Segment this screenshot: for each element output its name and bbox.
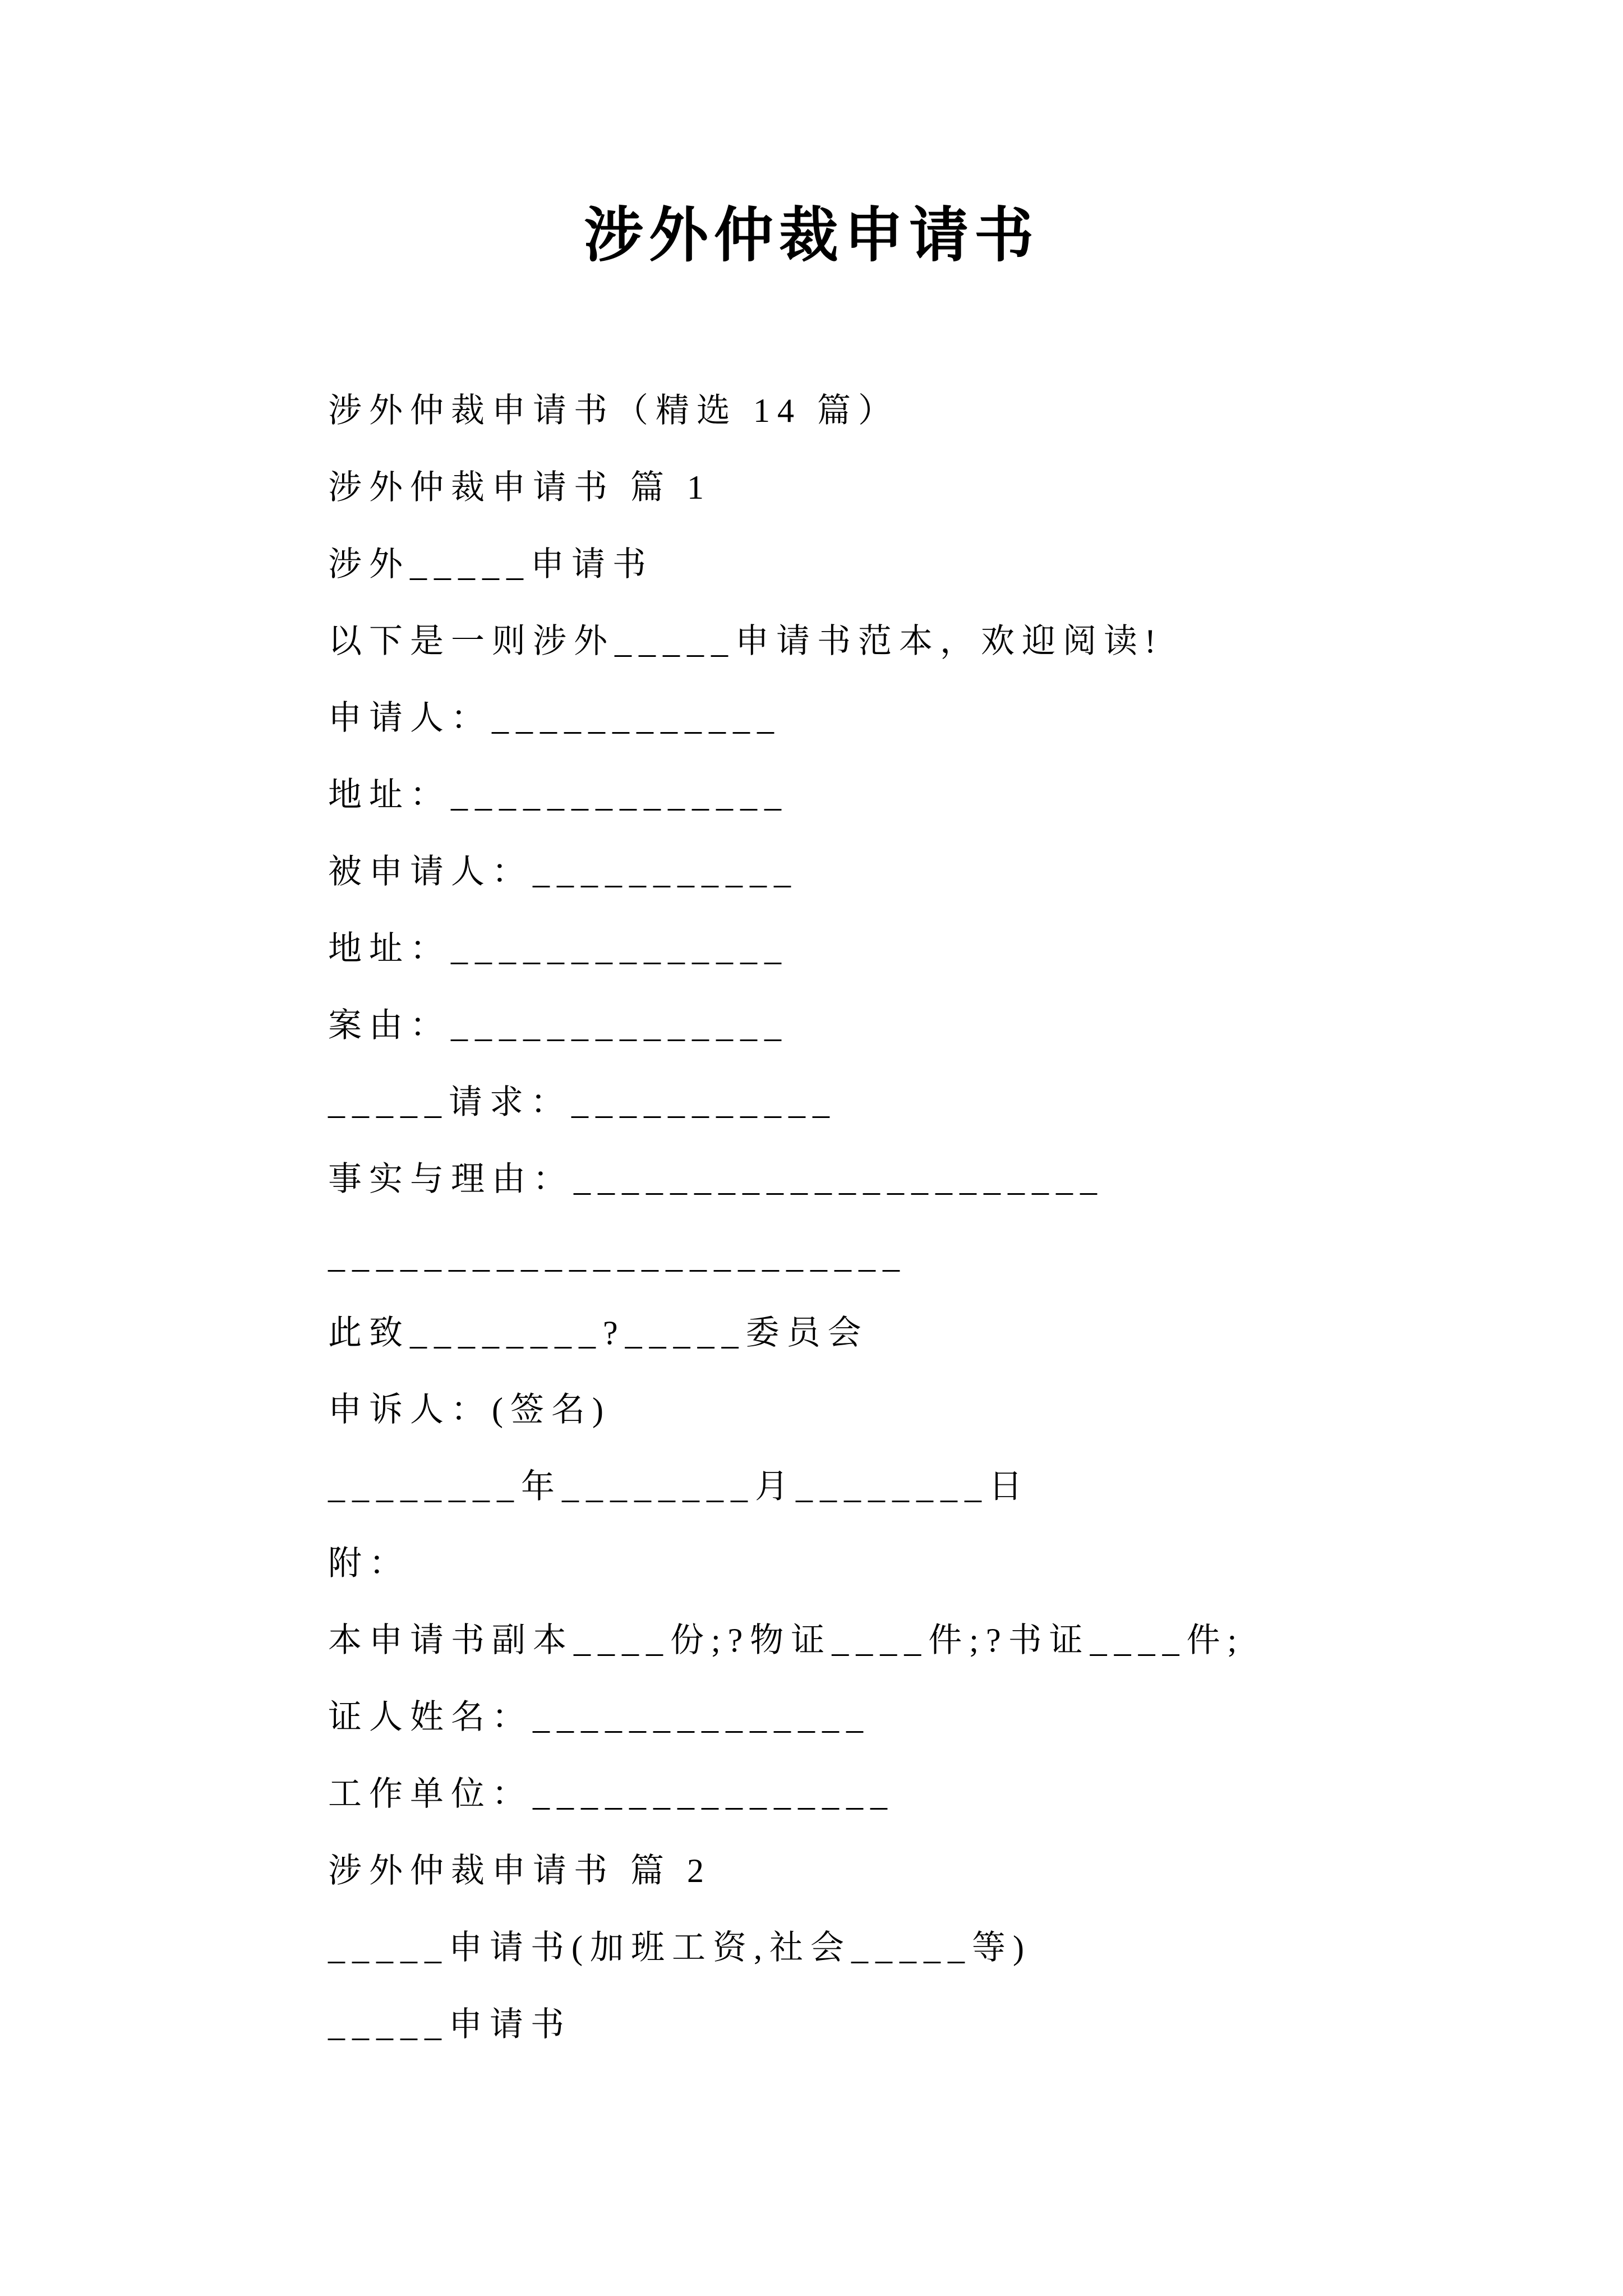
text-line-application-overtime: _____申请书(加班工资,社会_____等) [328, 1929, 1031, 1966]
text-line-section-1-heading: 涉外仲裁申请书 篇 1 [328, 469, 711, 506]
text-line-application-blank: _____申请书 [328, 2006, 571, 2043]
text-line-attachment-heading: 附： [328, 1545, 410, 1582]
text-line-facts-continuation: ________________________ [328, 1237, 907, 1274]
text-line-witness-name: 证人姓名：______________ [328, 1699, 870, 1736]
text-line-signature: 申诉人：(签名) [328, 1391, 611, 1428]
text-line-date: ________年________月________日 [328, 1468, 1030, 1505]
text-line-section-2-heading: 涉外仲裁申请书 篇 2 [328, 1852, 711, 1889]
text-line-heading-selection: 涉外仲裁申请书（精选 14 篇） [328, 392, 899, 429]
text-line-cause: 案由：______________ [328, 1007, 789, 1044]
text-line-address-1: 地址：______________ [328, 776, 789, 813]
text-line-subtitle-blank: 涉外_____申请书 [328, 546, 653, 583]
text-line-address-2: 地址：______________ [328, 930, 789, 967]
text-line-attachment-counts: 本申请书副本____份;?物证____件;?书证____件; [328, 1622, 1244, 1659]
text-line-addressed-committee: 此致________?_____委员会 [328, 1314, 869, 1351]
text-line-applicant: 申请人：____________ [328, 700, 781, 737]
page-title: 涉外仲裁申请书 [584, 203, 1039, 269]
text-line-facts-reasons: 事实与理由：______________________ [328, 1161, 1104, 1198]
text-line-respondent: 被申请人：___________ [328, 853, 798, 890]
text-line-intro: 以下是一则涉外_____申请书范本，欢迎阅读! [328, 623, 1163, 660]
text-line-request: _____请求：___________ [328, 1084, 837, 1121]
document-body [328, 372, 1578, 2063]
text-line-work-unit: 工作单位：_______________ [328, 1775, 895, 1812]
